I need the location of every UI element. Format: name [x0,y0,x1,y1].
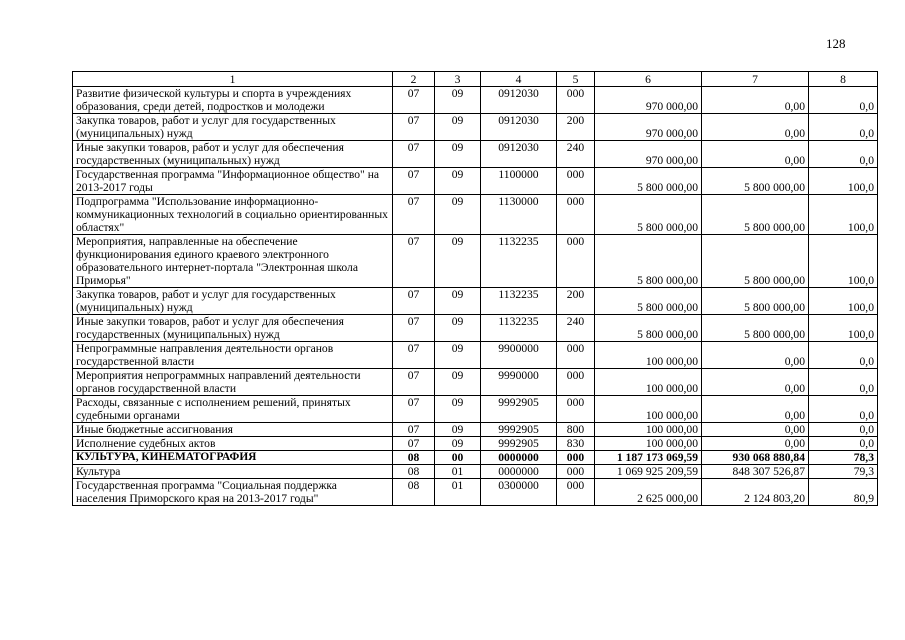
table-row [73,342,878,369]
row-name-cell: Государственная программа "Информационное общество" на 2013-2017 годы [73,168,393,195]
subsection-code-cell: 00 [435,451,481,465]
table-row [73,195,878,235]
column-header: 7 [702,72,809,87]
budget-table [72,71,878,506]
subsection-code-cell: 09 [435,141,481,168]
column-header: 8 [809,72,878,87]
subsection-code-cell: 01 [435,465,481,479]
execution-percent-cell: 100,0 [809,195,878,235]
expense-type-cell: 240 [557,315,595,342]
subsection-code-cell: 09 [435,369,481,396]
expense-type-cell: 000 [557,451,595,465]
expense-type-cell: 000 [557,342,595,369]
execution-percent-cell: 0,0 [809,114,878,141]
execution-percent-cell: 100,0 [809,288,878,315]
table-header-row [73,72,878,87]
section-code-cell: 07 [393,87,435,114]
planned-amount-cell: 1 069 925 209,59 [595,465,702,479]
table-row [73,465,878,479]
section-code-cell: 07 [393,114,435,141]
target-article-cell: 9990000 [481,369,557,396]
expense-type-cell: 000 [557,396,595,423]
expense-type-cell: 240 [557,141,595,168]
planned-amount-cell: 5 800 000,00 [595,235,702,288]
expense-type-cell: 000 [557,235,595,288]
target-article-cell: 9992905 [481,396,557,423]
section-code-cell: 07 [393,168,435,195]
executed-amount-cell: 0,00 [702,369,809,396]
column-header: 2 [393,72,435,87]
row-name-cell: Иные бюджетные ассигнования [73,423,393,437]
expense-type-cell: 830 [557,437,595,451]
executed-amount-cell: 0,00 [702,114,809,141]
execution-percent-cell: 100,0 [809,235,878,288]
execution-percent-cell: 0,0 [809,342,878,369]
executed-amount-cell: 0,00 [702,396,809,423]
executed-amount-cell: 0,00 [702,342,809,369]
expense-type-cell: 800 [557,423,595,437]
execution-percent-cell: 100,0 [809,315,878,342]
table-row [73,423,878,437]
table-row [73,315,878,342]
planned-amount-cell: 970 000,00 [595,114,702,141]
subsection-code-cell: 09 [435,235,481,288]
subsection-code-cell: 09 [435,396,481,423]
row-name-cell: Государственная программа "Социальная поддержка населения Приморского края на 2013-2017 годы" [73,479,393,506]
execution-percent-cell: 80,9 [809,479,878,506]
target-article-cell: 9992905 [481,437,557,451]
target-article-cell: 1100000 [481,168,557,195]
planned-amount-cell: 970 000,00 [595,87,702,114]
executed-amount-cell: 0,00 [702,87,809,114]
column-header: 4 [481,72,557,87]
row-name-cell: Иные закупки товаров, работ и услуг для обеспечения государственных (муниципальных) нужд [73,315,393,342]
expense-type-cell: 000 [557,87,595,114]
executed-amount-cell: 5 800 000,00 [702,168,809,195]
execution-percent-cell: 0,0 [809,141,878,168]
subsection-code-cell: 09 [435,168,481,195]
planned-amount-cell: 100 000,00 [595,396,702,423]
section-code-cell: 07 [393,396,435,423]
executed-amount-cell: 5 800 000,00 [702,315,809,342]
target-article-cell: 1132235 [481,315,557,342]
row-name-cell: Расходы, связанные с исполнением решений, принятых судебными органами [73,396,393,423]
row-name-cell: Исполнение судебных актов [73,437,393,451]
row-name-cell: Закупка товаров, работ и услуг для государственных (муниципальных) нужд [73,114,393,141]
execution-percent-cell: 100,0 [809,168,878,195]
table-row [73,437,878,451]
section-code-cell: 07 [393,235,435,288]
target-article-cell: 0912030 [481,141,557,168]
subsection-code-cell: 09 [435,437,481,451]
execution-percent-cell: 0,0 [809,369,878,396]
table-row [73,235,878,288]
subsection-code-cell: 09 [435,195,481,235]
execution-percent-cell: 0,0 [809,423,878,437]
expense-type-cell: 000 [557,479,595,506]
row-name-cell: Подпрограмма "Использование информационно-коммуникационных технологий в социально ориентированных областях" [73,195,393,235]
executed-amount-cell: 0,00 [702,423,809,437]
row-name-cell: Мероприятия непрограммных направлений деятельности органов государственной власти [73,369,393,396]
table-row [73,288,878,315]
expense-type-cell: 200 [557,288,595,315]
subsection-code-cell: 09 [435,87,481,114]
target-article-cell: 0912030 [481,114,557,141]
expense-type-cell: 000 [557,168,595,195]
subsection-code-cell: 09 [435,315,481,342]
target-article-cell: 1132235 [481,235,557,288]
execution-percent-cell: 0,0 [809,437,878,451]
execution-percent-cell: 0,0 [809,396,878,423]
target-article-cell: 9900000 [481,342,557,369]
column-header: 3 [435,72,481,87]
table-row [73,369,878,396]
target-article-cell: 9992905 [481,423,557,437]
column-header: 5 [557,72,595,87]
planned-amount-cell: 100 000,00 [595,342,702,369]
row-name-cell: Культура [73,465,393,479]
row-name-cell: Мероприятия, направленные на обеспечение функционирования единого краевого электронного образовательного интернет-портала "Электронная школа Приморья" [73,235,393,288]
row-name-cell: КУЛЬТУРА, КИНЕМАТОГРАФИЯ [73,451,393,465]
section-code-cell: 07 [393,288,435,315]
row-name-cell: Непрограммные направления деятельности органов государственной власти [73,342,393,369]
execution-percent-cell: 78,3 [809,451,878,465]
table-row [73,114,878,141]
planned-amount-cell: 100 000,00 [595,437,702,451]
table-row [73,479,878,506]
expense-type-cell: 000 [557,195,595,235]
target-article-cell: 1130000 [481,195,557,235]
planned-amount-cell: 2 625 000,00 [595,479,702,506]
planned-amount-cell: 5 800 000,00 [595,195,702,235]
subsection-code-cell: 09 [435,288,481,315]
planned-amount-cell: 100 000,00 [595,369,702,396]
planned-amount-cell: 100 000,00 [595,423,702,437]
table-row [73,141,878,168]
row-name-cell: Иные закупки товаров, работ и услуг для обеспечения государственных (муниципальных) нужд [73,141,393,168]
executed-amount-cell: 0,00 [702,437,809,451]
planned-amount-cell: 5 800 000,00 [595,168,702,195]
subsection-code-cell: 01 [435,479,481,506]
executed-amount-cell: 930 068 880,84 [702,451,809,465]
subsection-code-cell: 09 [435,342,481,369]
subsection-code-cell: 09 [435,114,481,141]
section-code-cell: 07 [393,315,435,342]
target-article-cell: 0912030 [481,87,557,114]
target-article-cell: 0000000 [481,465,557,479]
executed-amount-cell: 5 800 000,00 [702,195,809,235]
section-code-cell: 08 [393,465,435,479]
section-code-cell: 07 [393,195,435,235]
table-row [73,168,878,195]
table-row [73,87,878,114]
table-row [73,396,878,423]
target-article-cell: 0300000 [481,479,557,506]
expense-type-cell: 000 [557,465,595,479]
row-name-cell: Закупка товаров, работ и услуг для государственных (муниципальных) нужд [73,288,393,315]
section-code-cell: 07 [393,342,435,369]
planned-amount-cell: 5 800 000,00 [595,315,702,342]
execution-percent-cell: 79,3 [809,465,878,479]
column-header: 6 [595,72,702,87]
section-code-cell: 08 [393,451,435,465]
expense-type-cell: 200 [557,114,595,141]
planned-amount-cell: 1 187 173 069,59 [595,451,702,465]
section-code-cell: 07 [393,141,435,168]
row-name-cell: Развитие физической культуры и спорта в учреждениях образования, среди детей, подростков и молодежи [73,87,393,114]
executed-amount-cell: 5 800 000,00 [702,235,809,288]
expense-type-cell: 000 [557,369,595,396]
section-code-cell: 07 [393,369,435,396]
target-article-cell: 1132235 [481,288,557,315]
section-code-cell: 07 [393,423,435,437]
target-article-cell: 0000000 [481,451,557,465]
execution-percent-cell: 0,0 [809,87,878,114]
subsection-code-cell: 09 [435,423,481,437]
planned-amount-cell: 5 800 000,00 [595,288,702,315]
executed-amount-cell: 848 307 526,87 [702,465,809,479]
executed-amount-cell: 0,00 [702,141,809,168]
executed-amount-cell: 2 124 803,20 [702,479,809,506]
page-number: 128 [826,36,846,51]
table-row [73,451,878,465]
column-header: 1 [73,72,393,87]
section-code-cell: 07 [393,437,435,451]
executed-amount-cell: 5 800 000,00 [702,288,809,315]
section-code-cell: 08 [393,479,435,506]
planned-amount-cell: 970 000,00 [595,141,702,168]
